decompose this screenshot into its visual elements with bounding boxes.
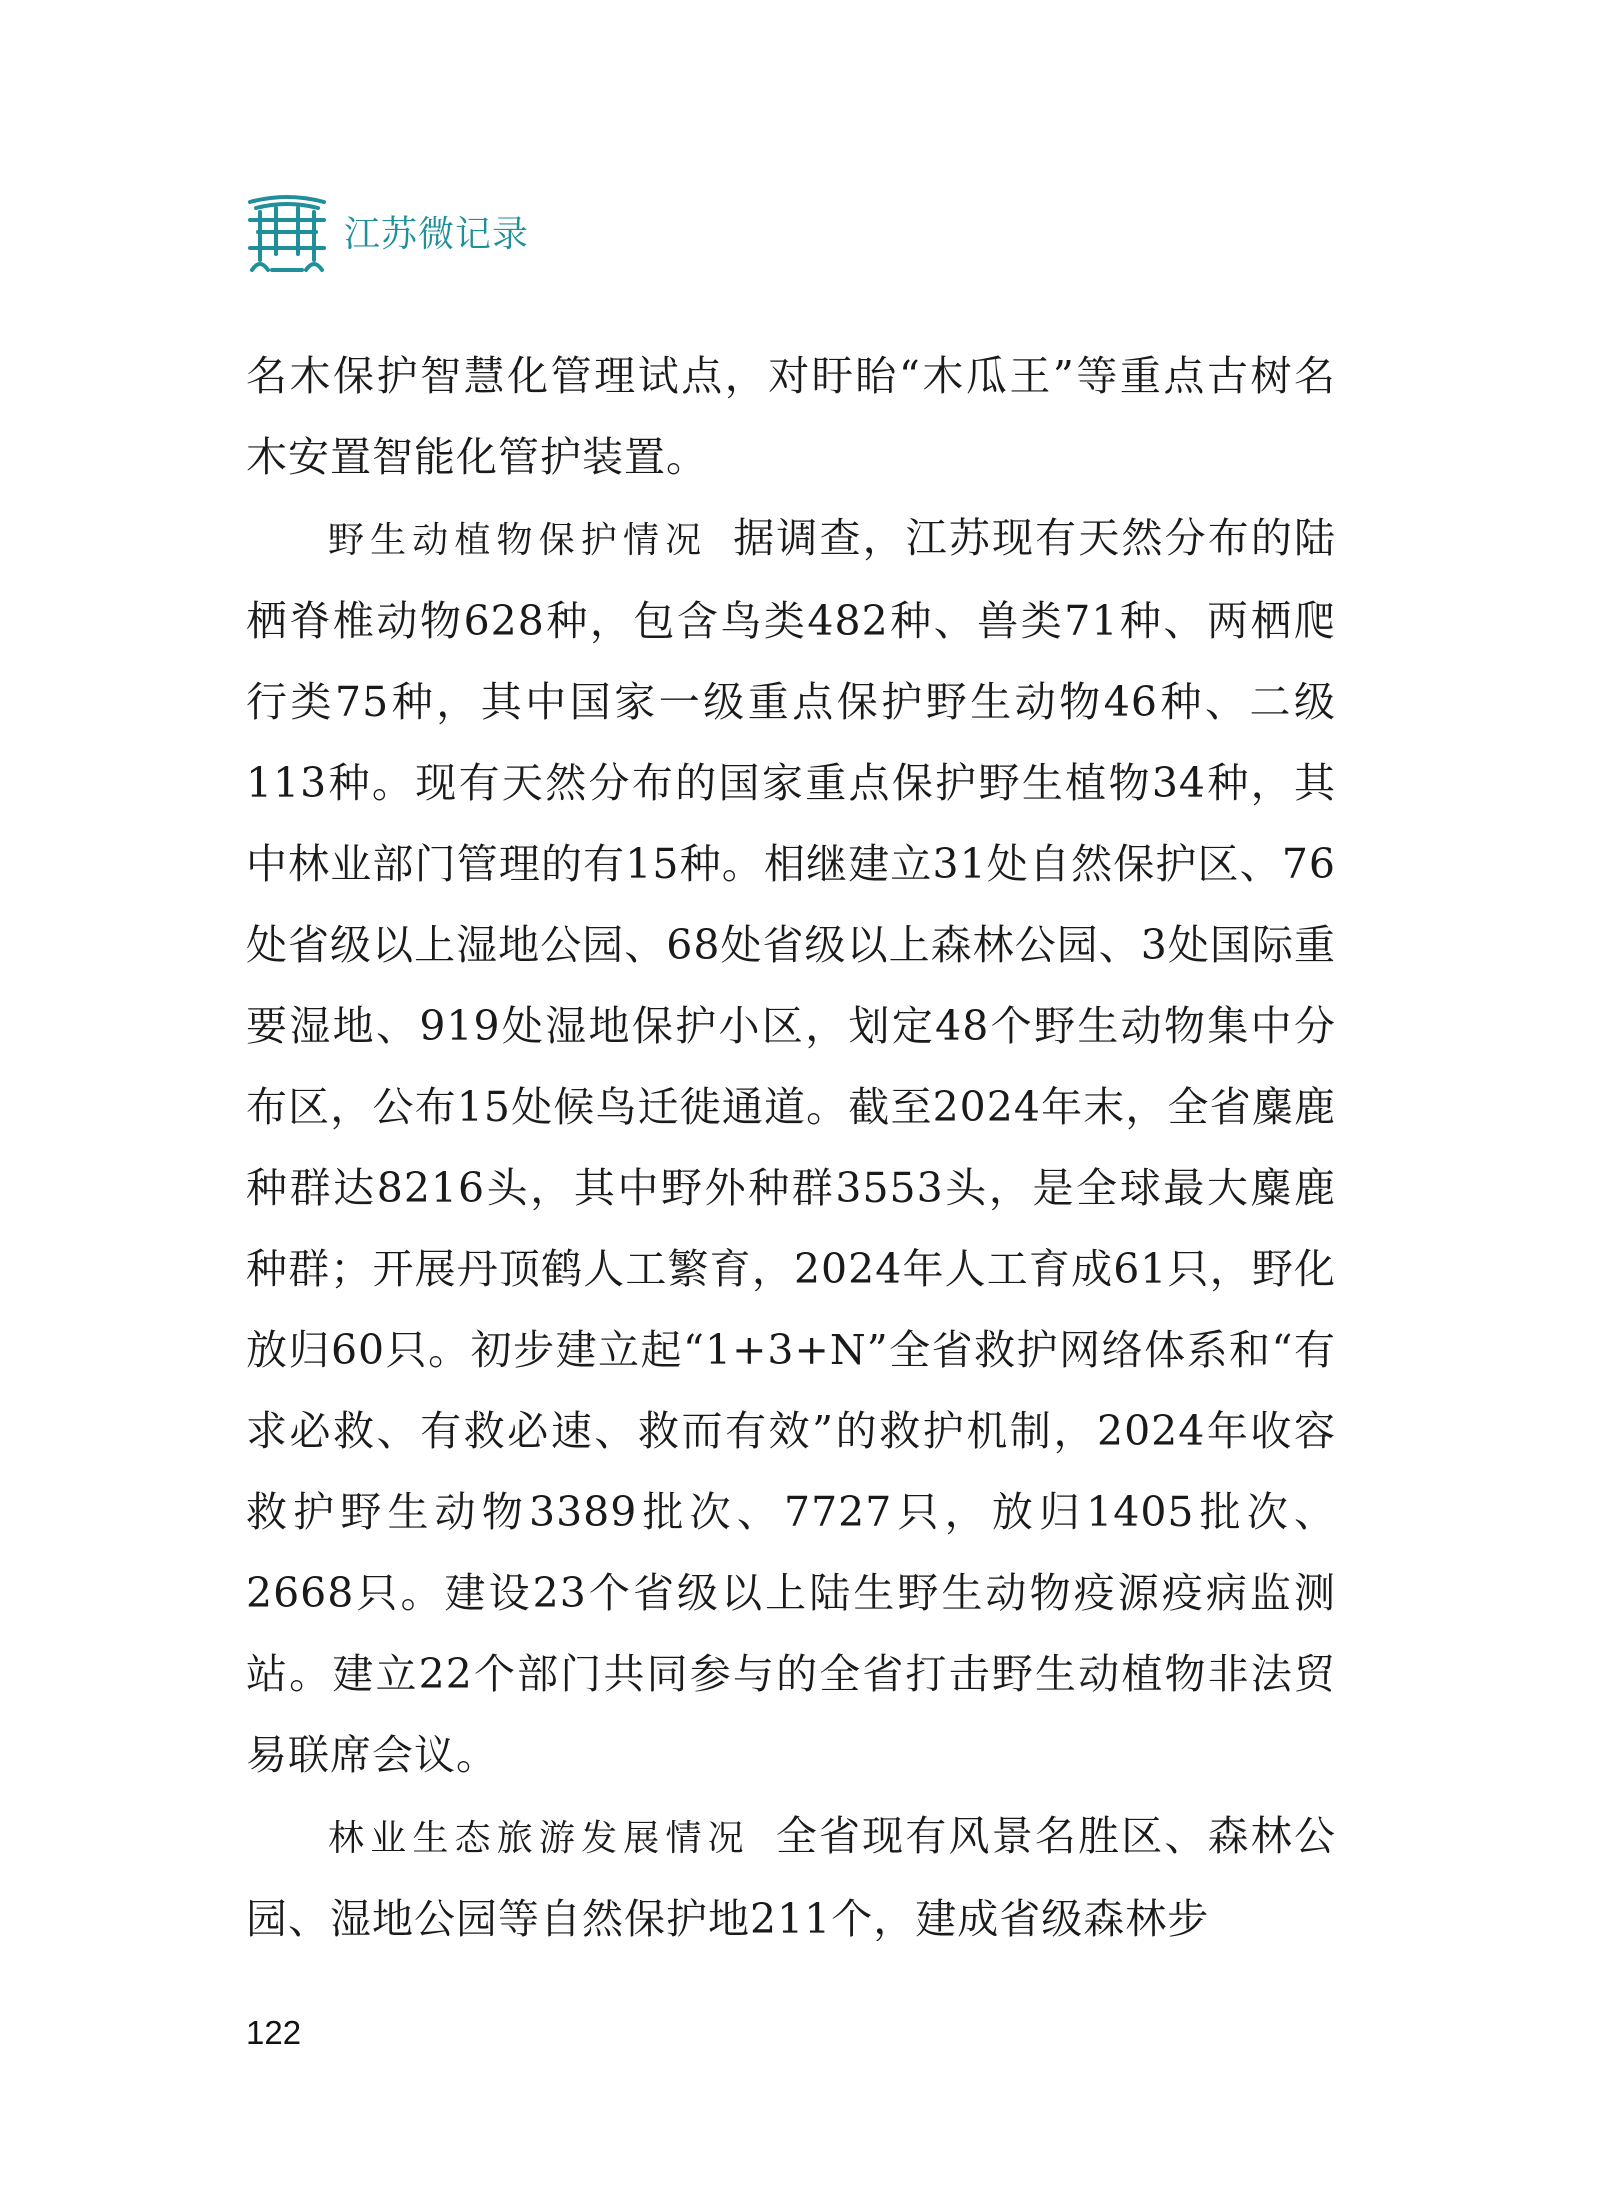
- paragraph-wildlife-protection: [246, 498, 1336, 1796]
- page-header: [246, 186, 529, 276]
- paragraph-eco-tourism: [246, 1796, 1336, 1960]
- book-series-title: 江苏微记录: [344, 213, 530, 255]
- section-heading: 林业生态旅游发展情况: [328, 1818, 750, 1859]
- paragraph-text: 据调查，江苏现有天然分布的陆栖脊椎动物628种，包含鸟类482种、兽类71种、两栖爬行类75种，其中国家一级重点保护野生动物46种、二级113种。现有天然分布的国家重点保护野生植物34种，其中林业部门管理的有15种。相继建立31处自然保护区、76处省级以上湿地公园、68处省级以上森林公园、3处国际重要湿地、919处湿地保护小区，划定48个野生动物集中分布区，公布15处候鸟迁徙通道。截至2024年末，全省麋鹿种群达8216头，其中野外种群3553头，是全球最大麋鹿种群；开展丹顶鹤人工繁育，2024年人工育成61只，野化放归60只。初步建立起“1+3+N”全省救护网络体系和“有求必救、有救必速、救而有效”的救护机制，2024年收容救护野生动物3389批次、7727只，放归1405批次、2668只。建设23个省级以上陆生野生动物疫源疫病监测站。建立22个部门共同参与的全省打击野生动植物非法贸易联席会议。: [246, 514, 1336, 1779]
- paragraph-continuation: [246, 336, 1336, 498]
- jiangsu-emblem-icon: [246, 188, 328, 274]
- paragraph-text: 名木保护智慧化管理试点，对盱眙“木瓜王”等重点古树名木安置智能化管护装置。: [246, 352, 1336, 481]
- section-heading: 野生动植物保护情况: [328, 520, 708, 561]
- body-text: [246, 336, 1336, 1960]
- paragraph-text: 全省现有风景名胜区、森林公园、湿地公园等自然保护地211个，建成省级森林步: [246, 1812, 1336, 1943]
- page-number: 122: [246, 2014, 302, 2051]
